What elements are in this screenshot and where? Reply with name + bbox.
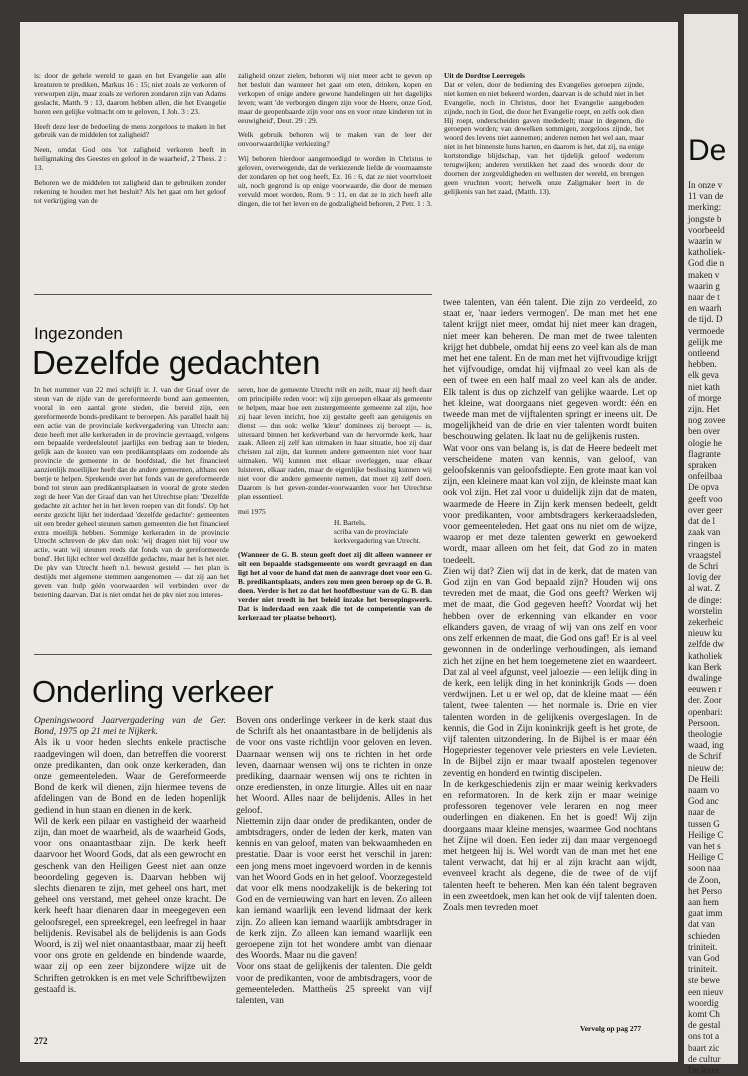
editor-note: (Wanneer de G. B. steun geeft doet zij dit alleen wanneer er uit een bepaalde stadsgemeente om wordt gevraagd en dan ligt het al voor de hand dat men de aanvrage doet voor een G. B. predikantsplaats, anders zou men geen beroep op de G. B. doen. Verder is het zo dat het hoofdbestuur van de G. B. dan verder niet treedt in het beleid inzake het beroepingswerk. Dat is inderdaad een zaak die tot de competentie van de kerkeraad ter plaatse behoort). [238, 550, 432, 622]
dordtse-lead: Dat er velen, door de bediening des Evangelies geroepen zijnde, niet komen en niet bekeerd worden, daarvan is de schuld niet in het Evangelie, noch [444, 79, 644, 107]
next-page-line: de Schri [688, 560, 719, 571]
onderling-col-3 [443, 298, 657, 1020]
next-page-line: vermoede [688, 325, 725, 336]
top-col-2-p2: Welk gebruik behoren wij te maken van de leer der onvoorwaardelijke verkiezing? [238, 130, 432, 149]
section-divider-top [34, 294, 432, 295]
next-page-line: ste bewe [688, 975, 720, 986]
next-page-line: ons tot a [688, 1031, 720, 1042]
page-number: 272 [34, 1036, 48, 1046]
next-page-lines [688, 180, 748, 1076]
top-col-1-p3: Neen, omdat God ons 'tot zaligheid verkoren heeft in heiligmaking des Geestes en geloof in de waarheid', 2 Thess. 2 : 13. [34, 145, 226, 173]
top-col-3 [444, 72, 644, 288]
next-page-line: flagrante [688, 448, 721, 459]
next-page-line: het Perso [688, 885, 722, 896]
next-page-line: God anc [688, 796, 719, 807]
next-page-line: naam vo [688, 784, 720, 795]
next-page-line: openbari: [688, 706, 723, 717]
signature-role-1: scriba van de provinciale [334, 526, 409, 536]
next-page-line: worstelin [688, 605, 723, 616]
next-page-line: nieuw de: [688, 762, 724, 773]
next-page-line: naar de t [688, 292, 720, 303]
next-page-line: ologie he [688, 437, 722, 448]
ingezonden-text-2: seren, hoe de gemeente Utrecht reilt en zeilt, maar zij heeft daar om principiële reden voor: wij zijn geroepen elkaar als gemeente te helpen, maar hoe een zustergemeente gemeente zal zijn, hoe zij haar leven inricht, hoe zij gestalte geeft aan getuigenis en dienst — dus ook: welke 'kleur' dominees zij beroept — is, uiteraard binnen het kerkverband van de hervormde kerk, haar zaak. Alleen zij zelf kan uitmaken in haar situatie, hoe zij daar christen zal zijn, dat kunnen andere gemeenten niet voor haar uitmaken. Wij kunnen met elkaar overleggen, naar elkaar luisteren, elkaar raden, maar de eigenlijke beslissing kunnen wij niet voor die andere gemeente nemen, dat moet zij zelf doen. Daarom is het geven-zonder-voorwaarden voor het Utrechtse plan essentieel. [238, 385, 432, 501]
top-col-2-p3: Wij behoren hierdoor aangemoedigd te worden in Christus te geloven, overwegende, dat de verkiezende liefde de voornaamste der zondaren op het oog heeft, Ez. 16 : 6, dat ze niet voortvloeit uit, noch gegrond is op enige voorwaarde, die door de mensen vervuld moet worden, Rom. 9 : 11, en dat ze in zich heeft alle dingen, die tot het leven en de godzaligheid behoren, 2 Petr. 1 : 3. [238, 154, 432, 208]
next-page-line: voorbeeld [688, 224, 725, 235]
next-page-line: jongste b [688, 213, 722, 224]
next-page-line: en waarh [688, 303, 722, 314]
next-page-line: lovig der [688, 572, 721, 583]
next-page-line: nog zovee [688, 415, 726, 426]
next-page-line: De Heili [688, 773, 720, 784]
next-page-line: ontleend [688, 348, 720, 359]
onderling-col-2-p3: Voor ons staat de gelijkenis der talenten. Die geldt voor de predikanten, voor de ambtsdragers, voor de gemeenteleden. Mattheüs 25 spreekt van vijf talenten, van [236, 962, 432, 1007]
next-page-edge [684, 14, 738, 1076]
next-page-line: zekerheic [688, 616, 724, 627]
continued-note: Vervolg op pag 277 [580, 1024, 642, 1033]
next-page-line: de tijd. D [688, 314, 723, 325]
next-page-line: aan hem [688, 897, 719, 907]
next-page-line: ringen is [688, 538, 720, 549]
next-page-line: onfeilbaa [688, 471, 723, 482]
next-page-line: zaak van [688, 527, 721, 538]
top-col-2 [238, 72, 432, 288]
onderling-col-1 [34, 716, 226, 1026]
onderling-col-2 [236, 716, 432, 1026]
next-page-line: van het s [688, 840, 721, 851]
next-page-line: waarin g [688, 280, 720, 291]
next-page-line: nieuw ku [688, 628, 722, 639]
next-page-line: gelijk me [688, 336, 723, 347]
next-page-line: triniteit. [688, 941, 718, 952]
onderling-col-3-p3: Zien wij dat? Zien wij dat in de kerk, dat de maten van God zijn en van God bepaald zijn? Houden wij ons tevreden met de maat, die God ons geeft? Werken wij met de maat, die God gegeven heeft? Voordat wij het hebben over de erkenning van elkander en voor elkanders gaven, de vraag of wij van ons zelf en voor ons zelf erkennen de maat, die God ons gaf! Er is al veel gewonnen in de onderlinge verhoudingen, als iemand zich het zijne en het hem toegemetene ziet en waardeert. Dat zal al veel afgunst, veel jaloezie — een lelijk ding in de kerk, een lelijk ding in het koninkrijk Gods — doen verdwijnen. Let u er wel op, dat de kleine maat — één talent, twee talenten — het normale is. Drie en vier talenten worden in de gelijkenis overgeslagen. In de kennis, die God in Zijn koninkrijk geeft is het grote, de vijf talenten uitzondering. In de Bijbel is er maar één Hogepriester tegenover vele priesters en vele Levieten. In de Bijbel zijn er maar twaalf apostelen tegenover zeventig en honderd en twintig discipelen. [443, 566, 657, 779]
top-col-1-p1: is: door de gehele wereld te gaan en het Evangelie aan alle kreaturen te prediken, Markus 16 : 15; niet zoals ze verkoren of verworpen zijn, maar zoals ze verloren zondaren zijn van Adams geslacht, Matth. 9 : 13, daarom hebben allen, die het Evangelie horen een gelijke volmacht om te geloven, 1 Joh. 3 : 23. [34, 71, 226, 116]
next-page-line: kan Berk [688, 661, 722, 672]
next-page-line: vraagstel [688, 549, 722, 560]
onderling-subtitle: Openingswoord Jaarvergadering van de Ger. Bond, 1975 op 21 mei te Nijkerk. [34, 716, 226, 738]
next-page-line: 11 van de [688, 191, 724, 202]
onderling-col-3-p1: twee talenten, van één talent. Die zijn zo verdeeld, zo staat er, 'naar ieders vermogen'. De man met het ene talent krijgt niet meer, omdat hij niet meer kan dragen, niet meer kan beheren. De man met de twee talenten krijgt het dubbele, omdat hij eens zo veel kan als de man met het ene talent. En de man met het vijftvoudige krijgt het vijfvoudige, omdat hij vijfmaal zo veel kan als de een of twee en een half maal zo veel kan als de ander. Elk talent is dus op zichzelf van gelijke waarde. Let op het kleine, wat doorgaans niet gegeven wordt: één en tweede man met de vijftalenten springt er ineens uit. De mogelijkheid van de drie en vier talenten wordt buiten beschouwing gelaten. Ik laat nu de gelijkenis rusten. [443, 298, 657, 443]
ingezonden-kicker: Ingezonden [34, 324, 123, 343]
next-page-line: de gestal [688, 1020, 721, 1031]
next-page-line: zijn. Het [688, 404, 720, 415]
onderling-col-2-p1: Boven ons onderlinge verkeer in de kerk staat dus de Schrift als het onaantastbare in de belijdenis als de voor ons vaste richtlijn voor geloven en leven. Daarnaar wensen wij ons te richten in het orde leven, daarnaar wensen wij ons te richten in onze prediking, daarnaar wensen wij ons te richten in onze erediensten, in onze liturgie. Alles uit en naar het Woord. Alles naar de belijdenis. Alles in het geloof. [236, 716, 432, 816]
next-page-line: waad, ing [688, 740, 724, 751]
next-page-line: al wat. Z [688, 583, 721, 594]
next-page-line: In onze v [688, 180, 723, 190]
next-page-title: De [688, 134, 727, 167]
next-page-line: de Schrif [688, 751, 722, 762]
next-page-line: katholiek- [688, 247, 726, 258]
signature-role-2: kerkvergadering van Utrecht. [334, 535, 421, 545]
next-page-line: waarin w [688, 236, 722, 247]
next-page-line: De opva [688, 482, 719, 493]
onderling-verkeer-title: Onderling verkeer [32, 674, 274, 709]
next-page-line: theologie [688, 728, 723, 739]
next-page-line: dat de l [688, 516, 716, 527]
next-page-line: niet kath [688, 381, 720, 392]
next-page-line: gaat imm [688, 908, 723, 919]
next-page-line: een nieuv [688, 986, 724, 997]
next-page-line: der. Zoor [688, 695, 722, 706]
onderling-col-1-p1: Als ik u voor heden slechts enkele practische raadgevingen wil doen, dan betreffen die voorerst onze predikanten, dan ook onze kerkeraden, dan onze gemeenteleden. Waar de Gereformeerde Bond de kerk wil dienen, zijn hiermee tevens de afdelingen van de Bond en de leden hopenlijk gediend in hun staan en dienen in de kerk. [34, 738, 226, 816]
next-page-line: de Zoon, [688, 874, 721, 885]
onderling-col-3-p4: In de kerkgeschiedenis zijn er maar weinig kerkvaders en reformatoren. In de kerk zijn er maar weinige professoren tegenover vele leraren en nog meer ouderlingen en diakenen. En het is goed! Wij zijn doorgaans maar kleine mensjes, waarmee God nochtans het Zijne wil doen. Een ieder zij dan maar vergenoegd met hetgeen hij is. Wel wordt van de man met het ene talent verwacht, dat hij er al zijn kracht aan wijdt, evenveel kracht als degene, die de twee of de vijf talenten heeft te beheren. Men kan één talent begraven in een zweetdoek, men kan het ook de vijf talenten doen. Zoals men tevreden moet [443, 779, 657, 913]
next-page-line: elk geva [688, 370, 719, 381]
next-page-line: De lezer [688, 1065, 719, 1076]
next-page-line: baart zic [688, 1042, 720, 1053]
ingezonden-text-1: In het nummer van 22 mei schrijft ir. J. van der Graaf over de steun van de zijde van de gereformeerde bond aan gemeenten, vooral in een aantal grote steden, die bereid zijn, een gereformeerde bonds-predikant te beroepen. Als parallel haalt hij een actie van de provinciale kerkvergadering van Utrecht aan: deze heeft met alle kerkeraden in de provincie gevraagd, volgens een bepaalde verdeelsleutel jaarlijks een bedrag aan te bieden, gelijk aan de kosten van een predikantsplaats om zodoende als provincie de gemeente in de hoofdstad, die het financieel aanzienlijk moeilijker heeft dan de andere gemeenten, althans een beetje te helpen. Sprekende over het fonds van de gereformeerde bond tot steun aan predikantsplaatsen in vooral de grote steden zegt de heer Van der Graaf dan van het Utrechtse plan: 'Dezelfde gedachte zit achter het in het leven roepen van dit fonds'. Op het eerste gezicht lijkt het inderdaad 'dezelfde gedachte': gemeenten uit een breder geheel steunen samen gemeenten die het financieel extra moeilijk hebben. Sommige kerkeraden in de provincie Utrecht schreven de pkv dan ook: 'wij dragen niet bij voor uw actie, want wij steunen reeds dat fonds van de gereformeerde bond'. Het lijkt echter wel dezelfde gedachte, maar het is het niet. De pkv van Utrecht heeft n.l. bewust gesteld — het plan is destijds met algemene stemmen aangenomen — dat zij aan het geven van hulp géén voorwaarden wil verbinden over de bezetting daarvan. Dat is niet omdat het de pkv niet zou interes- [34, 385, 229, 599]
onderling-col-3-p2: Wat voor ons van belang is, is dat de Heere bedeelt met verscheidene maten van kennis, van geloof, van geloofskennis van geloofsdiepte. Een grote maat kan vol zijn, een kleinere maat kan vol zijn, de kleinste maat kan ook vol zijn. Het zal voor u duidelijk zijn dat de maten, waarmede de Heere in Zijn kerk mensen bedeelt, geldt voor predikanten, voor ambtsdragers kerkeraadsleden, voor gemeenteleden. Het gaat ons nu niet om de wijze, waarop er met deze talenten gewerkt en gewoekerd wordt, maar alleen om het feit, dat God zo in maten toedeelt. [443, 443, 657, 566]
top-col-1 [34, 72, 226, 288]
next-page-line: van God [688, 953, 720, 964]
dordtse-rest: in Christus, door het Evangelie aangeboden zijnde, noch in God, die door het Evangelie roept, en zelfs ook dien Hij roept, onderscheiden gaven mededeelt; maar in degenen, die geroepen worden; van dewelken sommigen, zorgeloos zijnde, het woord des levens niet aannemen; anderen nemen het wel aan, maar niet in het binnenste huns harten, en daarom is het, dat zij, na enige kortstondige blijdschap, van het tijdelijk geloof wederom terugwijken; anderen verstikken het zaad des woords door de doornen der zorgvuldigheden en wellusten der wereld, en brengen geen vruchten voort; hetwelk onze Zaligmaker leert in de gelijkenis van het zaad, (Matth. 13). [444, 97, 644, 196]
next-page-line: spraken [688, 460, 717, 471]
next-page-line: ben over [688, 426, 720, 437]
signature-name: H. Bartels, [334, 517, 366, 527]
next-page-line: zelfde dw [688, 639, 724, 650]
next-page-line: de dinge: [688, 594, 722, 605]
next-page-line: of morge [688, 392, 722, 403]
onderling-col-1-p2: Wil de kerk een pilaar en vastigheid der waarheid zijn, dan moet de waarheid, als de waarheid Gods, voor ons onaantastbaar zijn. De kerk heeft daarvoor het Woord Gods, dat als een gewrocht en geschenk van den Heiligen Geest niet aan onze beoordeling gegeven is. Daarvan hebben wij slechts dienaren te zijn, met geheel ons hart, met geheel ons verstand, met geheel onze kracht. De kerk heeft haar dienaren daar in meegegeven een geloofsregel, een spreekregel, een leefregel in haar belijdenis. Revisabel als de belijdenis is aan Gods Woord, is zij wel niet onaantastbaar, maar zij heeft voor ons grote en geldende en bindende waarde, waar zij op een zeer bijzondere wijze uit de Schriften getrokken is en met vele Schriftbewijzen gestaafd is. [34, 816, 226, 995]
dordtse-leerregels-title: Uit de Dordtse Leerregels [444, 71, 525, 80]
next-page-line: woordig [688, 997, 719, 1008]
next-page-line: katholiek [688, 650, 723, 661]
next-page-line: geeft voo [688, 493, 723, 504]
next-page-line: de cultur [688, 1053, 721, 1064]
next-page-line: triniteit. [688, 964, 718, 975]
next-page-line: hebben. [688, 359, 717, 370]
ingezonden-col-1 [34, 386, 229, 644]
next-page-line: Heilige C [688, 829, 724, 840]
next-page-line: Heilige C [688, 852, 724, 863]
next-page-line: dwalinge [688, 672, 722, 683]
next-page-line: schieden [688, 930, 721, 941]
next-page-line: maken v [688, 269, 720, 280]
next-page-line: tussen G [688, 818, 720, 829]
dezelfde-gedachten-title: Dezelfde gedachten [32, 344, 321, 381]
next-page-line: komt Ch [688, 1009, 720, 1020]
top-col-2-p1: zaligheid onzer zielen, behoren wij niet meer acht te geven op het besluit dan wanneer het gaat om eten, drinken, kopen en verkopen of enige andere gewone handelingen uit het dagelijks leven; want 'de verborgen dingen zijn voor de Heere, onze God, maar de geopenbaarde zijn voor ons en voor onze kinderen tot in eeuwigheid', Deut. 29 : 29. [238, 71, 432, 125]
next-page-line: soon naa [688, 863, 721, 874]
next-page-line: over geer [688, 504, 723, 515]
onderling-col-2-p2: Niettemin zijn daar onder de predikanten, onder de ambtsdragers, onder de leden der kerk, maten van kennis en van geloof, maten van bekwaamheden en prestatie. Daar is voor eerst het verschil in jaren: een jong mens moet ingevoerd worden in de kennis van het Woord Gods en in het geloof. Voorzegesteld dat voor elk mens noodzakelijk is de bekering tot God en de vernieuwing van hart en leven. Zo alleen kan iemand waarlijk een levend lidmaat der kerk zijn. Zo alleen kan iemand waarlijk ambtsdrager in de kerk zijn. Zo alleen kan iemand waarlijk een geroepene zijn tot het wondere ambt van dienaar des Woords. Maar nu die gaven! [236, 816, 432, 962]
next-page-line: Persoon. [688, 717, 720, 728]
ingezonden-col-2 [238, 386, 432, 644]
ingezonden-date: mei 1975 [238, 506, 266, 516]
next-page-line: dat van [688, 919, 715, 930]
next-page-line: merking: [688, 202, 722, 213]
section-divider-middle [34, 654, 432, 655]
next-page-line: eeuwen r [688, 684, 722, 695]
top-col-1-p4: Behoren we de middelen tot zaligheid dan te gebruiken zonder rekening te houden met het besluit? Als het gaat om het geloof tot verkrijging van de [34, 178, 226, 205]
top-col-1-p2: Heeft deze leer de bedoeling de mens zorgeloos te maken in het gebruik van de middelen tot zaligheid? [34, 121, 226, 140]
next-page-line: God die n [688, 258, 725, 269]
next-page-line: naar de [688, 807, 715, 818]
magazine-page [20, 22, 678, 1062]
